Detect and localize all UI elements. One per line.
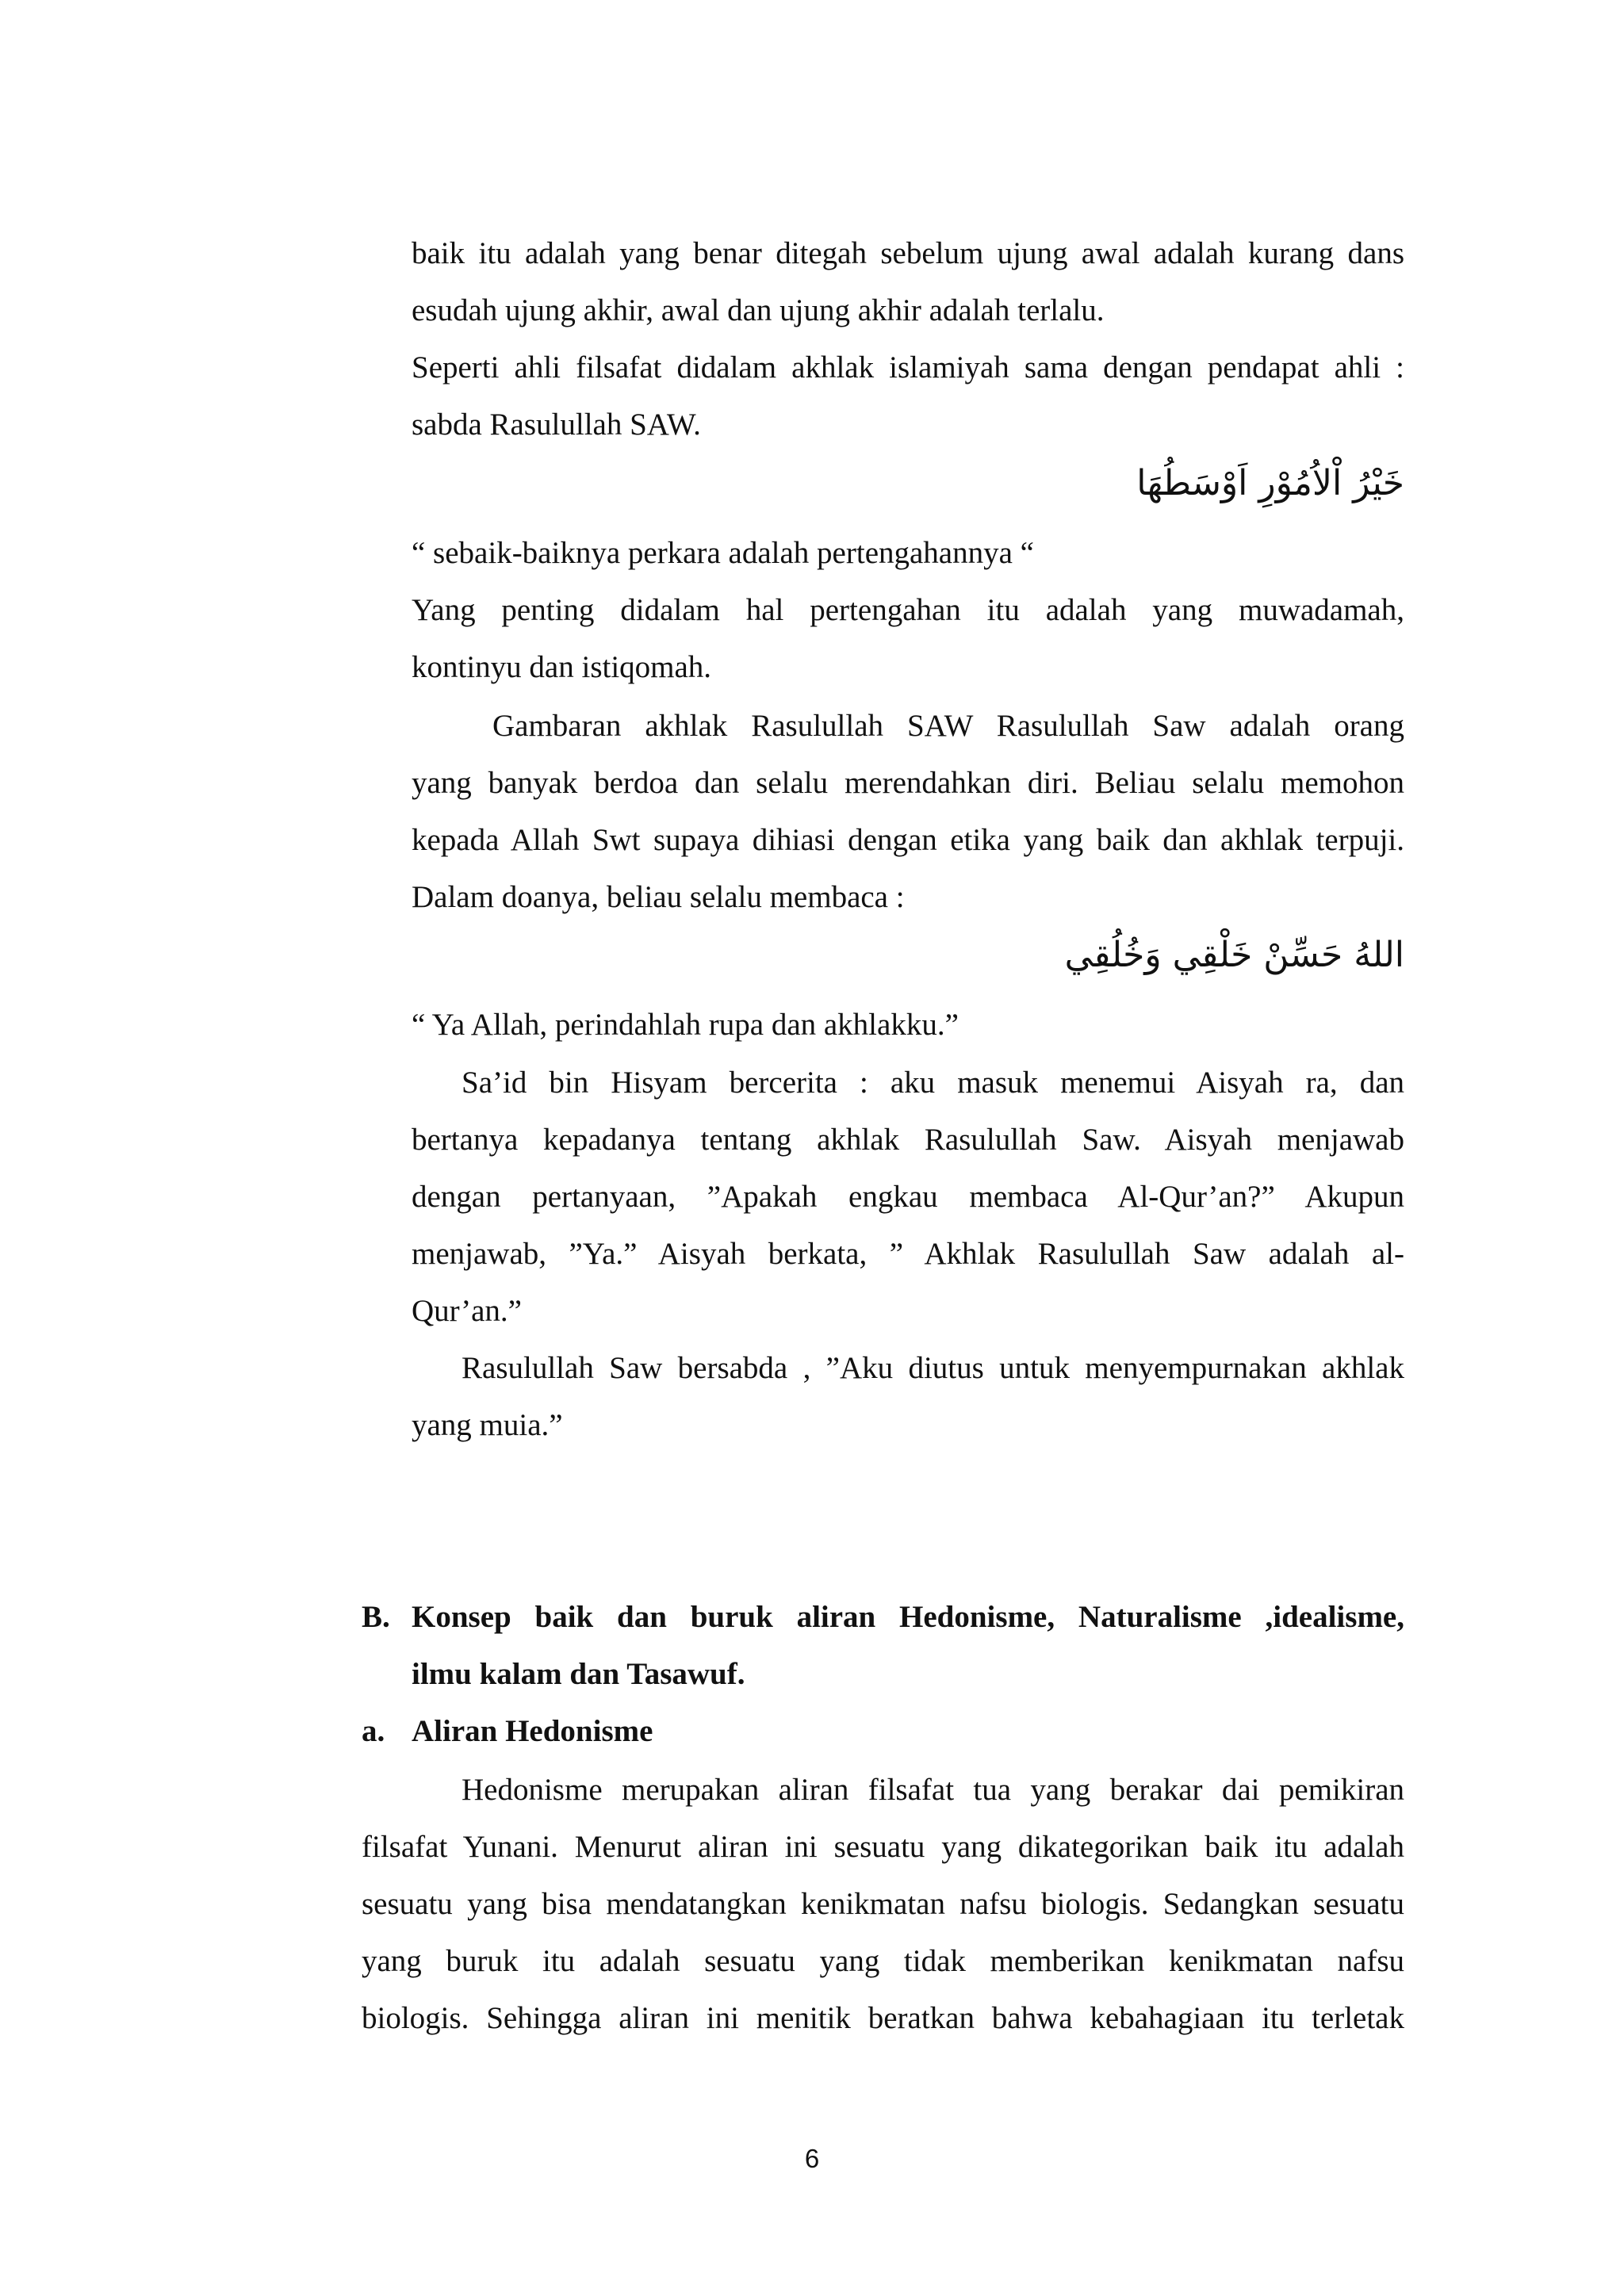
arabic-quote: خَيْرُ اْلاُمُوْرِ اَوْسَطُهَا <box>1136 463 1404 503</box>
paragraph-line: Sa’id bin Hisyam bercerita : aku masuk menemui Aisyah ra, dan <box>462 1066 1404 1100</box>
section-marker: B. <box>362 1600 390 1634</box>
paragraph-line: yang buruk itu adalah sesuatu yang tidak memberikan kenikmatan nafsu <box>362 1944 1404 1978</box>
paragraph-line: biologis. Sehingga aliran ini menitik beratkan bahwa kebahagiaan itu terletak <box>362 2001 1404 2035</box>
paragraph-line: filsafat Yunani. Menurut aliran ini sesuatu yang dikategorikan baik itu adalah <box>362 1830 1404 1864</box>
paragraph-line: Rasulullah Saw bersabda , ”Aku diutus untuk menyempurnakan akhlak <box>462 1351 1404 1385</box>
paragraph-line: Yang penting didalam hal pertengahan itu adalah yang muwadamah, <box>412 593 1404 627</box>
paragraph-line: kontinyu dan istiqomah. <box>412 650 712 684</box>
paragraph-line: sesuatu yang bisa mendatangkan kenikmatan nafsu biologis. Sedangkan sesuatu <box>362 1887 1404 1921</box>
subsection-heading: Aliran Hedonisme <box>412 1714 653 1748</box>
arabic-prayer: اللهُ حَسِّنْ خَلْقِي وَخُلُقِي <box>1064 935 1404 975</box>
paragraph-line: baik itu adalah yang benar ditegah sebelum ujung awal adalah kurang dans <box>412 236 1404 270</box>
paragraph-line: Seperti ahli filsafat didalam akhlak islamiyah sama dengan pendapat ahli : <box>412 350 1404 385</box>
paragraph-line: esudah ujung akhir, awal dan ujung akhir adalah terlalu. <box>412 293 1105 327</box>
page-number: 6 <box>804 2144 820 2173</box>
section-heading: ilmu kalam dan Tasawuf. <box>412 1657 745 1691</box>
paragraph-line: Qur’an.” <box>412 1294 522 1328</box>
paragraph-line: Gambaran akhlak Rasulullah SAW Rasulullah Saw adalah orang <box>492 709 1404 743</box>
paragraph-line: Hedonisme merupakan aliran filsafat tua yang berakar dai pemikiran <box>462 1773 1404 1807</box>
paragraph-line: menjawab, ”Ya.” Aisyah berkata, ” Akhlak Rasulullah Saw adalah al- <box>412 1237 1404 1271</box>
paragraph-line: yang banyak berdoa dan selalu merendahkan diri. Beliau selalu memohon <box>412 766 1404 800</box>
paragraph-line: dengan pertanyaan, ”Apakah engkau membaca Al-Qur’an?” Akupun <box>412 1180 1404 1214</box>
subsection-marker: a. <box>362 1714 385 1748</box>
section-heading: Konsep baik dan buruk aliran Hedonisme, Naturalisme ,idealisme, <box>412 1600 1404 1634</box>
translation-text: “ Ya Allah, perindahlah rupa dan akhlakku.” <box>412 1008 959 1042</box>
paragraph-line: bertanya kepadanya tentang akhlak Rasulullah Saw. Aisyah menjawab <box>412 1123 1404 1157</box>
translation-text: “ sebaik-baiknya perkara adalah pertengahannya “ <box>412 536 1034 570</box>
paragraph-line: Dalam doanya, beliau selalu membaca : <box>412 880 905 914</box>
paragraph-line: sabda Rasulullah SAW. <box>412 408 701 442</box>
paragraph-line: kepada Allah Swt supaya dihiasi dengan etika yang baik dan akhlak terpuji. <box>412 823 1404 857</box>
paragraph-line: yang muia.” <box>412 1408 563 1442</box>
